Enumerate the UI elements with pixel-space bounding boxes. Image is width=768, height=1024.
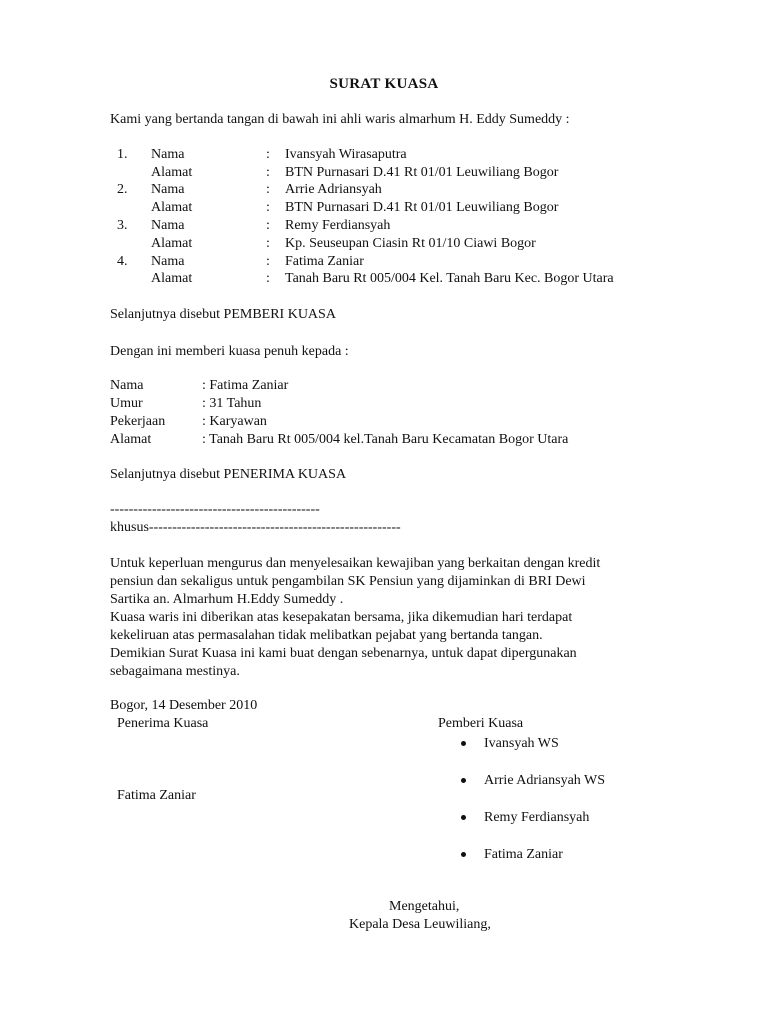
bullet-icon (461, 852, 466, 857)
recipient-value: : Tanah Baru Rt 005/004 kel.Tanah Baru Kecamatan Bogor Utara (202, 432, 569, 447)
bullet-icon (461, 741, 466, 746)
heir-address: Tanah Baru Rt 005/004 Kel. Tanah Baru Kec. Bogor Utara (285, 271, 614, 286)
giver-name: Arrie Adriansyah WS (484, 773, 606, 788)
heir-colon: : (266, 165, 270, 180)
recipient-value: : 31 Tahun (202, 396, 262, 411)
heir-address: BTN Purnasari D.41 Rt 01/01 Leuwiliang Bogor (285, 165, 559, 180)
grant-line: Dengan ini memberi kuasa penuh kepada : (110, 344, 349, 359)
acknowledge-text: Mengetahui, (389, 899, 460, 914)
heir-name: Ivansyah Wirasaputra (285, 147, 407, 162)
heir-colon: : (266, 218, 270, 233)
body-line: pensiun dan sekaligus untuk pengambilan SK Pensiun yang dijaminkan di BRI Dewi (110, 574, 586, 589)
heir-colon: : (266, 254, 270, 269)
recipient-heading: Penerima Kuasa (117, 716, 209, 731)
heir-address: Kp. Seuseupan Ciasin Rt 01/10 Ciawi Bogor (285, 236, 536, 251)
heir-address-label: Alamat (151, 236, 193, 251)
dash-line: --------------------------------------------- (110, 502, 320, 517)
heir-colon: : (266, 200, 270, 215)
bullet-icon (461, 815, 466, 820)
receiver-note: Selanjutnya disebut PENERIMA KUASA (110, 467, 347, 482)
heir-name-label: Nama (151, 218, 185, 233)
body-line: Demikian Surat Kuasa ini kami buat dengan sebenarnya, untuk dapat dipergunakan (110, 646, 577, 661)
letter-title: SURAT KUASA (329, 76, 439, 92)
giver-name: Remy Ferdiansyah (484, 810, 590, 825)
recipient-label: Pekerjaan (110, 414, 166, 429)
khusus-line: khusus------------------------------------------------------ (110, 520, 401, 535)
recipient-label: Umur (110, 396, 143, 411)
heir-address-label: Alamat (151, 200, 193, 215)
bullet-icon (461, 778, 466, 783)
place-date: Bogor, 14 Desember 2010 (110, 698, 258, 713)
body-line: Untuk keperluan mengurus dan menyelesaikan kewajiban yang berkaitan dengan kredit (110, 556, 601, 571)
body-line: Sartika an. Almarhum H.Eddy Sumeddy . (110, 592, 344, 607)
giver-heading: Pemberi Kuasa (438, 716, 524, 731)
heir-name: Remy Ferdiansyah (285, 218, 391, 233)
heir-colon: : (266, 271, 270, 286)
heir-number: 4. (117, 254, 128, 269)
heir-name-label: Nama (151, 147, 185, 162)
heir-number: 2. (117, 182, 128, 197)
recipient-sign-name: Fatima Zaniar (117, 788, 196, 803)
body-line: kekeliruan atas permasalahan tidak melibatkan pejabat yang bertanda tangan. (110, 628, 543, 643)
heir-address-label: Alamat (151, 271, 193, 286)
recipient-value: : Karyawan (202, 414, 267, 429)
heir-number: 1. (117, 147, 128, 162)
intro-text: Kami yang bertanda tangan di bawah ini ahli waris almarhum H. Eddy Sumeddy : (110, 112, 570, 127)
giver-name: Fatima Zaniar (484, 847, 563, 862)
recipient-label: Nama (110, 378, 144, 393)
heir-name-label: Nama (151, 182, 185, 197)
giver-note: Selanjutnya disebut PEMBERI KUASA (110, 307, 336, 322)
body-line: sebagaimana mestinya. (110, 664, 240, 679)
giver-name: Ivansyah WS (484, 736, 559, 751)
village-head-title: Kepala Desa Leuwiliang, (349, 917, 491, 932)
heir-colon: : (266, 236, 270, 251)
heir-address: BTN Purnasari D.41 Rt 01/01 Leuwiliang Bogor (285, 200, 559, 215)
heir-name-label: Nama (151, 254, 185, 269)
recipient-label: Alamat (110, 432, 152, 447)
recipient-value: : Fatima Zaniar (202, 378, 289, 393)
heir-number: 3. (117, 218, 128, 233)
heir-colon: : (266, 147, 270, 162)
heir-colon: : (266, 182, 270, 197)
body-line: Kuasa waris ini diberikan atas kesepakatan bersama, jika dikemudian hari terdapat (110, 610, 573, 625)
heir-name: Arrie Adriansyah (285, 182, 382, 197)
heir-name: Fatima Zaniar (285, 254, 364, 269)
heir-address-label: Alamat (151, 165, 193, 180)
